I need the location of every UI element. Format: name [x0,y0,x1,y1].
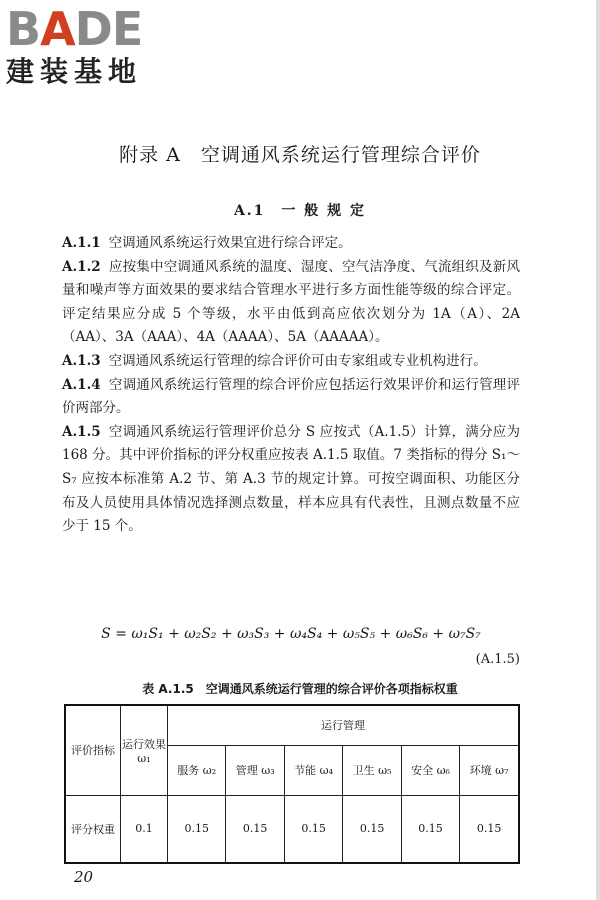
table-caption: 表 A.1.5 空调通风系统运行管理的综合评价各项指标权重 [142,682,458,696]
table-subheader: 服务 ω₂ [168,745,226,795]
table-subheader: 卫生 ω₅ [343,745,401,795]
table-subheader: 管理 ω₃ [226,745,284,795]
formula-number: (A.1.5) [475,652,520,667]
table-cell: 0.15 [343,795,401,863]
table-subheader: 节能 ω₄ [284,745,342,795]
paragraph: A.1.1 空调通风系统运行效果宜进行综合评定。 [62,235,352,251]
table-cell: 0.15 [168,795,226,863]
table-cell: 0.15 [284,795,342,863]
paragraph: A.1.3 空调通风系统运行管理的综合评价可由专家组或专业机构进行。 [62,352,487,369]
section-heading: A.1 一 般 规 定 [233,203,367,219]
table-cell: 0.15 [226,795,284,863]
logo-subtitle: 建装基地 [6,55,143,88]
table-effect-header: 运行效果 ω₁ [121,705,168,795]
table-row-label: 评分权重 [65,795,121,863]
table-cell: 0.15 [401,795,459,863]
paragraph: A.1.2 应按集中空调通风系统的温度、湿度、空气洁净度、气流组织及新风量和噪声等方面效果的要求结合管理水平进行多方面性能等级的综合评定。评定结果应分成 5 个等级，水平由低到高应依次划分为 1A（A）、2A（AA）、3A（AAA）、4A（AAAA）、5A（AAAAA）。 [62,258,520,346]
table-cell: 0.1 [121,795,168,863]
table-subheader: 安全 ω₆ [401,745,459,795]
brand-logo [6,2,143,88]
table-corner-header: 评价指标 [65,705,121,795]
page-edge-shadow [596,0,600,900]
table-subheader: 环境 ω₇ [460,745,519,795]
paragraph: A.1.4 空调通风系统运行管理的综合评价应包括运行效果评价和运行管理评价两部分。 [62,376,520,417]
table-cell: 0.15 [460,795,519,863]
body-text [62,232,520,539]
logo-wordmark: BADE [6,2,143,56]
page-number: 20 [74,868,94,886]
paragraph: A.1.5 空调通风系统运行管理评价总分 S 应按式（A.1.5）计算，满分应为 168 分。其中评价指标的评分权重应按表 A.1.5 取值。7 类指标的得分 S₁～S₇ 应按本标准第 A.2 节、第 A.3 节的规定计算。可按空调面积、功能区分布及人员使用具体情况选择测点数量，样本应具有代表性，且测点数量不应少于 15 个。 [62,423,520,535]
formula: S = ω₁S₁ + ω₂S₂ + ω₃S₃ + ω₄S₄ + ω₅S₅ + ω₆S₆ + ω₇S₇ [101,626,481,642]
table-mgmt-header: 运行管理 [168,705,520,745]
appendix-title: 附录 A 空调通风系统运行管理综合评价 [119,144,481,166]
weight-table [64,704,520,864]
